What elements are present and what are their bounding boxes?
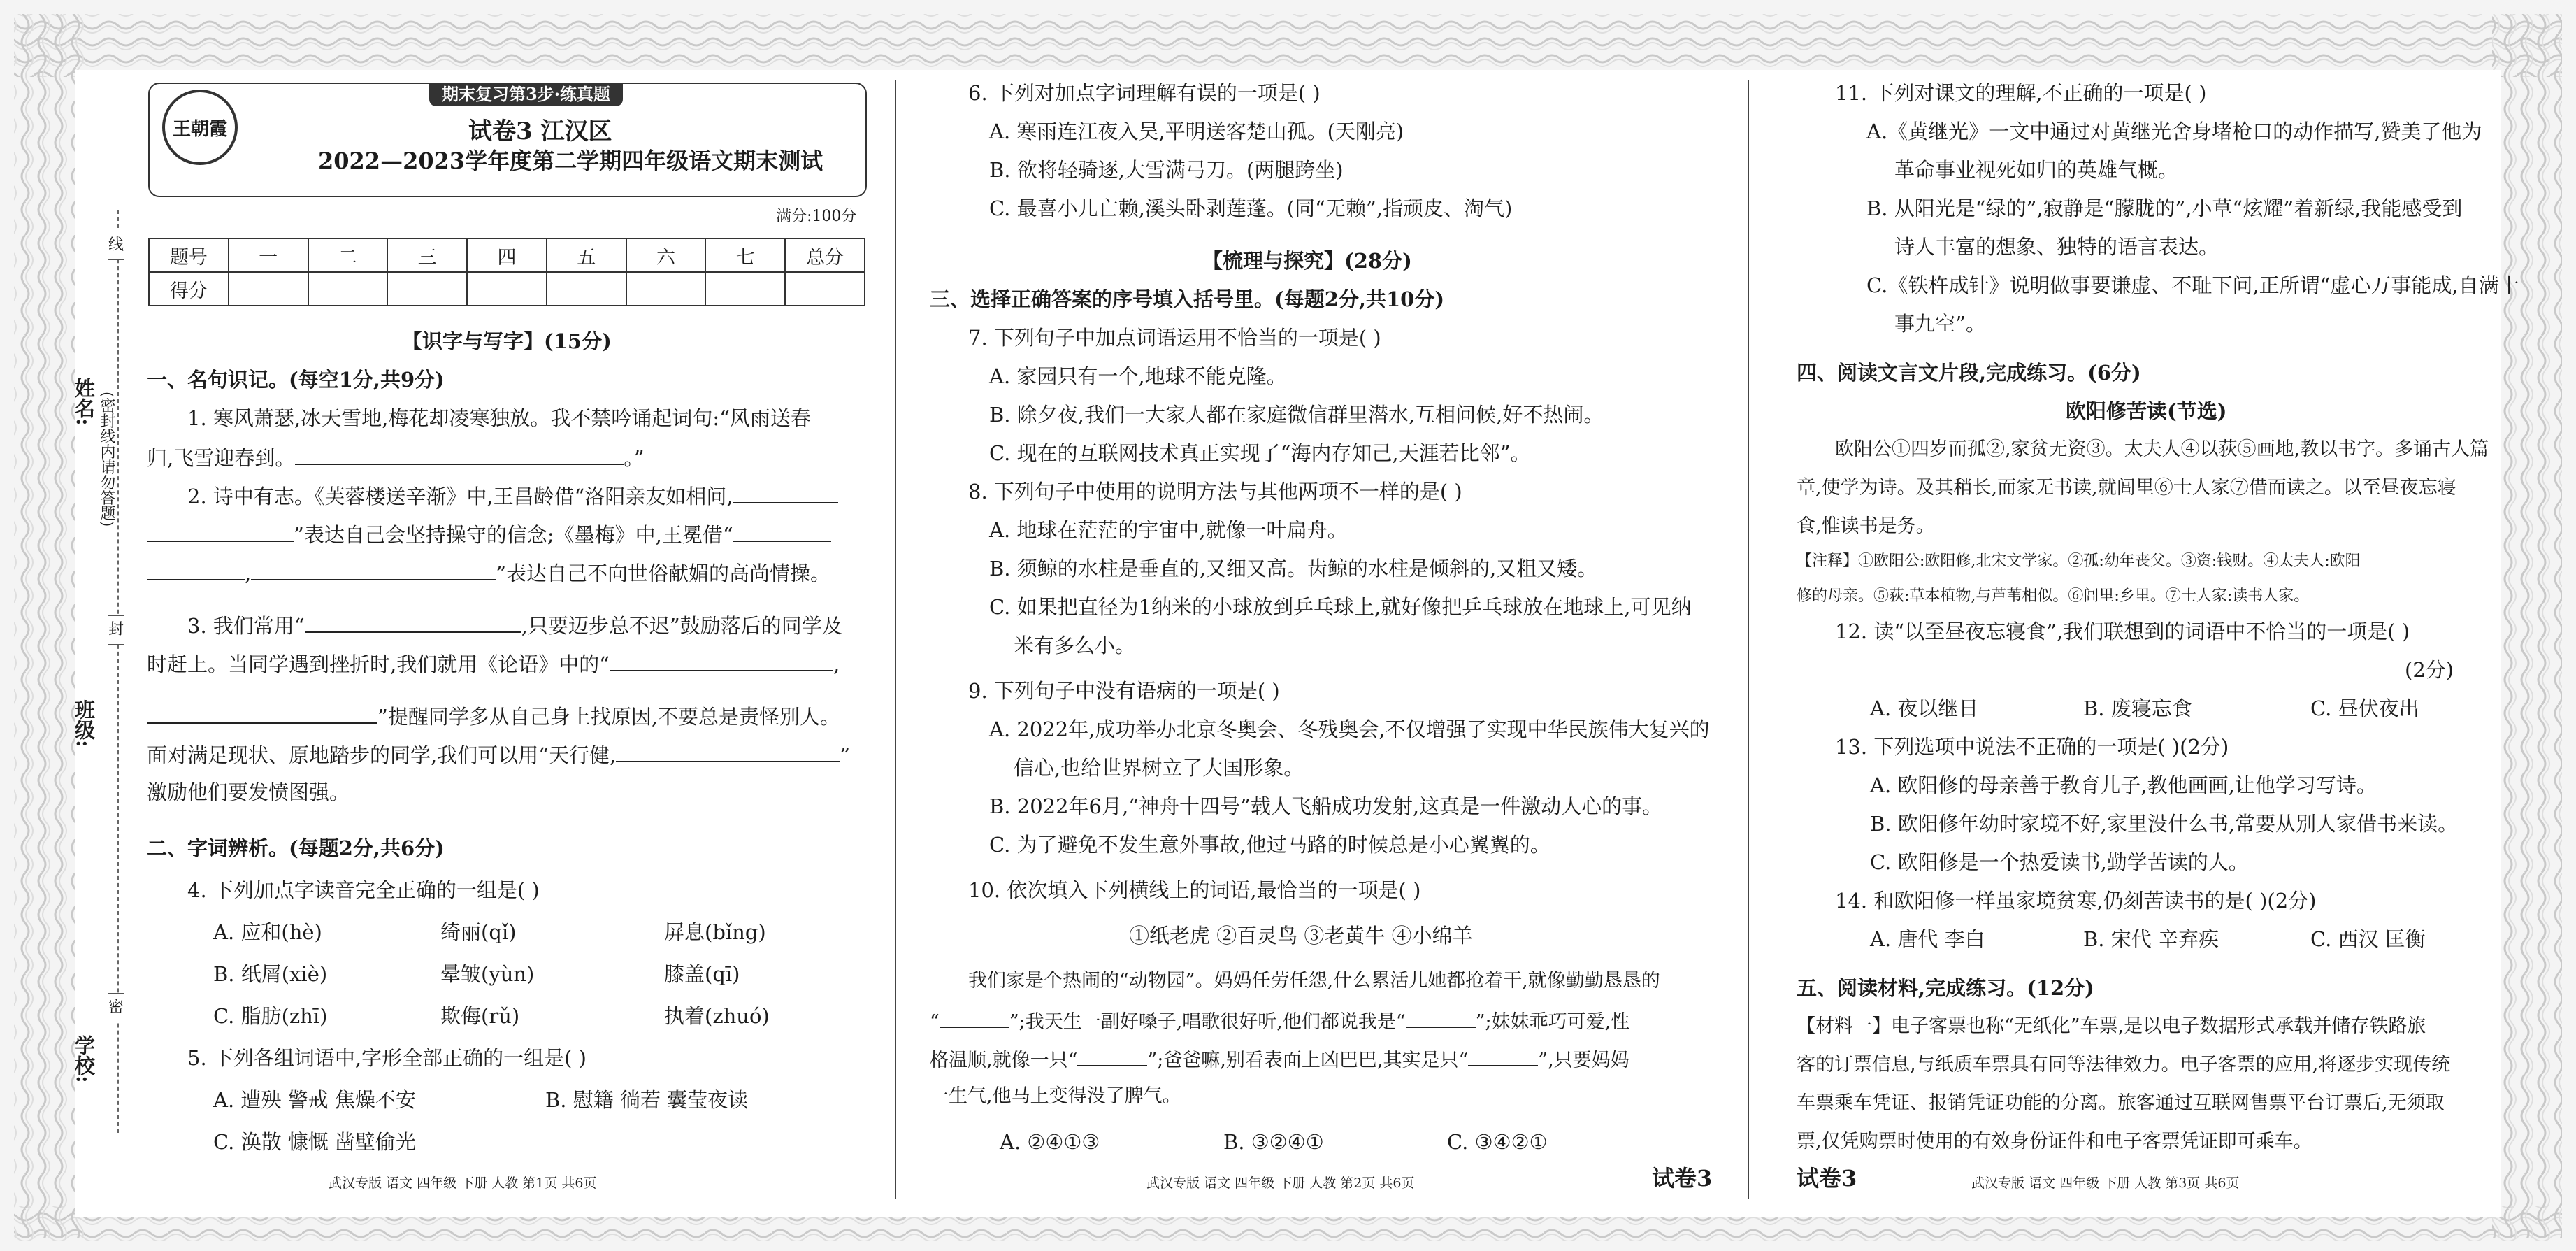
option[interactable]: B. 欲将轻骑逐,大雪满弓刀。(两腿跨坐): [989, 158, 1344, 182]
option-cont: 信心,也给世界树立了大国形象。: [1014, 756, 1304, 780]
score-note: (2分): [2405, 658, 2454, 682]
option: 膝盖(qī): [664, 962, 740, 986]
answer-blank[interactable]: [147, 701, 377, 724]
question-4: 4. 下列加点字读音完全正确的一组是( ): [187, 878, 540, 902]
option[interactable]: B. 2022年6月,“神舟十四号”载人飞船成功发射,这真是一件激动人心的事。: [989, 794, 1663, 818]
passage-line: 食,惟读书是务。: [1797, 515, 1935, 537]
answer-blank[interactable]: [295, 443, 624, 465]
score-cell: 三: [387, 238, 467, 272]
option-cont: 米有多么小。: [1014, 634, 1136, 657]
score-cell: 五: [547, 238, 626, 272]
option[interactable]: B. 除夕夜,我们一大家人都在家庭微信群里潜水,互相问候,好不热闹。: [989, 403, 1604, 427]
option[interactable]: C. 脂肪(zhī): [213, 1004, 328, 1028]
option[interactable]: C. 为了避免不发生意外事故,他过马路的时候总是小心翼翼的。: [989, 833, 1550, 857]
passage-line: “ ”;我天生一副好嗓子,唱歌很好听,他们都说我是“ ”;妹妹乖巧可爱,性: [930, 1006, 1629, 1036]
section-heading: 四、阅读文言文片段,完成练习。(6分): [1797, 361, 2141, 385]
option[interactable]: C. 西汉 匡衡: [2310, 927, 2426, 951]
class-label: 班级:: [72, 699, 96, 748]
paper-tag: 试卷3: [1652, 1165, 1713, 1192]
answer-blank[interactable]: [147, 520, 294, 542]
question-11: 11. 下列对课文的理解,不正确的一项是( ): [1835, 81, 2207, 105]
question-3: 3. 我们常用“ ,只要迈步总不迟”鼓励落后的同学及: [187, 610, 842, 640]
option[interactable]: A. 地球在茫茫的宇宙中,就像一叶扁舟。: [989, 518, 1348, 542]
score-input[interactable]: [308, 272, 388, 306]
page-2: [930, 0, 1734, 1251]
score-cell: 题号: [149, 238, 229, 272]
option: 屏息(bǐng): [664, 920, 766, 944]
option[interactable]: C. ③④②①: [1447, 1130, 1548, 1154]
passage-title: 欧阳修苦读(节选): [2066, 399, 2227, 423]
answer-blank[interactable]: [733, 481, 838, 503]
section-heading: 三、选择正确答案的序号填入括号里。(每题2分,共10分): [930, 287, 1445, 311]
passage-line: 一生气,他马上变得没了脾气。: [930, 1085, 1181, 1107]
score-cell: 七: [705, 238, 785, 272]
word-bank: ①纸老虎 ②百灵鸟 ③老黄牛 ④小绵羊: [1129, 924, 1473, 948]
option[interactable]: A. 家园只有一个,地球不能克隆。: [989, 364, 1287, 388]
paper-subtitle: 2022—2023学年度第二学期四年级语文期末测试: [318, 148, 823, 174]
question-10: 10. 依次填入下列横线上的词语,最恰当的一项是( ): [968, 878, 1421, 902]
section-heading: 二、字词辨析。(每题2分,共6分): [147, 836, 445, 860]
page-footer: 武汉专版 语文 四年级 下册 人教 第1页 共6页: [329, 1175, 597, 1191]
question-13: 13. 下列选项中说法不正确的一项是( )(2分): [1835, 735, 2229, 759]
option[interactable]: B. 欧阳修年幼时家境不好,家里没什么书,常要从别人家借书来读。: [1870, 812, 2459, 836]
score-cell: 二: [308, 238, 388, 272]
section-title: 【梳理与探究】(28分): [1202, 249, 1412, 273]
answer-blank[interactable]: [1077, 1044, 1147, 1066]
question-14: 14. 和欧阳修一样虽家境贫寒,仍刻苦读书的是( )(2分): [1835, 889, 2317, 913]
option[interactable]: A. 夜以继日: [1870, 696, 1979, 720]
option[interactable]: C.《铁杵成针》说明做事要谦虚、不耻下问,正所谓“虚心万事能成,自满十: [1866, 273, 2519, 297]
page-1: [147, 0, 867, 1251]
option[interactable]: A. 欧阳修的母亲善于教育儿子,教他画画,让他学习写诗。: [1870, 773, 2377, 797]
section-heading: 五、阅读材料,完成练习。(12分): [1797, 976, 2094, 1000]
section-heading: 一、名句识记。(每空1分,共9分): [147, 368, 445, 392]
material-line: 票,仅凭购票时使用的有效身份证件和电子客票凭证即可乘车。: [1797, 1131, 2312, 1152]
question-1-cont: 归,飞雪迎春到。 。”: [147, 443, 645, 472]
passage-line: 欧阳公①四岁而孤②,家贫无资③。太夫人④以荻⑤画地,教以书字。多诵古人篇: [1835, 438, 2489, 460]
score-cell: 一: [229, 238, 308, 272]
option[interactable]: B. 废寝忘食: [2083, 696, 2192, 720]
logo: [162, 90, 238, 165]
answer-blank[interactable]: [305, 610, 521, 633]
column-divider: [895, 80, 896, 1199]
score-input[interactable]: [705, 272, 785, 306]
question-3-cont: 激励他们要发愤图强。: [147, 780, 350, 804]
paper-title: 试卷3 江汉区: [468, 117, 612, 145]
question-3-cont: 面对满足现状、原地踏步的同学,我们可以用“天行健, ”: [147, 740, 850, 769]
page-footer: 武汉专版 语文 四年级 下册 人教 第3页 共6页: [1971, 1175, 2240, 1191]
option[interactable]: B. 从阳光是“绿的”,寂静是“朦胧的”,小草“炫耀”着新绿,我能感受到: [1866, 196, 2463, 220]
option: 执着(zhuó): [664, 1004, 770, 1028]
paper-tag: 试卷3: [1797, 1165, 1857, 1192]
option: 欺侮(rǔ): [440, 1004, 520, 1028]
option[interactable]: C. 现在的互联网技术真正实现了“海内存知己,天涯若比邻”。: [989, 441, 1531, 465]
question-8: 8. 下列句子中使用的说明方法与其他两项不一样的是( ): [968, 480, 1462, 503]
answer-blank[interactable]: [733, 520, 831, 542]
material-line: 客的订票信息,与纸质车票具有同等法律效力。电子客票的应用,将逐步实现传统: [1797, 1054, 2451, 1075]
option[interactable]: C. 欧阳修是一个热爱读书,勤学苦读的人。: [1870, 850, 2249, 874]
option[interactable]: B. 须鲸的水柱是垂直的,又细又高。齿鲸的水柱是倾斜的,又粗又矮。: [989, 557, 1598, 580]
annotation: 【注释】①欧阳公:欧阳修,北宋文学家。②孤:幼年丧父。③资:钱财。④太夫人:欧阳: [1797, 552, 2361, 570]
section-title: 【识字与写字】(15分): [402, 329, 612, 353]
binding-note: (密封线内请勿答题): [98, 392, 115, 527]
question-2: 2. 诗中有志。《芙蓉楼送辛渐》中,王昌龄借“洛阳亲友如相问,: [187, 481, 838, 510]
question-1: 1. 寒风萧瑟,冰天雪地,梅花却凌寒独放。我不禁吟诵起词句:“风雨送春: [187, 406, 811, 430]
answer-blank[interactable]: [940, 1006, 1009, 1028]
full-score: 满分:100分: [776, 208, 857, 225]
score-input[interactable]: [547, 272, 626, 306]
score-table: [148, 238, 865, 306]
answer-blank[interactable]: [1468, 1044, 1538, 1066]
binding-mark: 线: [108, 231, 124, 260]
question-3-cont: ”提醒同学多从自己身上找原因,不要总是责怪别人。: [147, 701, 840, 731]
option[interactable]: B. 慰籍 徜若 囊莹夜读: [545, 1088, 749, 1112]
passage-line: 章,使学为诗。及其稍长,而家无书读,就闾里⑥士人家⑦借而读之。以至昼夜忘寝: [1797, 477, 2456, 499]
banner: 期末复习第3步·练真题: [429, 83, 623, 106]
option[interactable]: C. 昼伏夜出: [2310, 696, 2419, 720]
score-cell: 得分: [149, 272, 229, 306]
option[interactable]: B. ③②④①: [1223, 1130, 1324, 1154]
column-divider: [1748, 80, 1749, 1199]
score-cell: 总分: [785, 238, 865, 272]
option[interactable]: B. 宋代 辛弃疾: [2083, 927, 2219, 951]
question-3-cont: 时赶上。当同学遇到挫折时,我们就用《论语》中的“ ,: [147, 649, 840, 678]
binding-mark: 密: [108, 993, 124, 1022]
option[interactable]: A. 应和(hè): [213, 920, 322, 944]
binding-mark: 封: [108, 615, 124, 645]
school-label: 学校:: [72, 1035, 96, 1083]
material-line: 【材料一】电子客票也称“无纸化”车票,是以电子数据形式承载并储存铁路旅: [1797, 1015, 2426, 1037]
answer-blank[interactable]: [616, 740, 840, 762]
option[interactable]: C. 最喜小儿亡赖,溪头卧剥莲蓬。(同“无赖”,指顽皮、淘气): [989, 196, 1513, 220]
page-3: [1797, 0, 2519, 1251]
question-9: 9. 下列句子中没有语病的一项是( ): [968, 679, 1280, 703]
question-7: 7. 下列句子中加点词语运用不恰当的一项是( ): [968, 326, 1381, 350]
score-input[interactable]: [387, 272, 467, 306]
option-cont: 事九空”。: [1894, 312, 1986, 336]
option[interactable]: A. 寒雨连江夜入吴,平明送客楚山孤。(天刚亮): [989, 120, 1404, 143]
score-cell: 六: [626, 238, 706, 272]
option[interactable]: C. 如果把直径为1纳米的小球放到乒乓球上,就好像把乒乓球放在地球上,可见纳: [989, 595, 1692, 619]
score-input[interactable]: [467, 272, 547, 306]
score-input[interactable]: [626, 272, 706, 306]
option[interactable]: A. ②④①③: [1000, 1130, 1100, 1154]
answer-blank[interactable]: [251, 558, 496, 580]
name-label: 姓名:: [72, 378, 96, 426]
score-table-row: [149, 272, 865, 306]
option[interactable]: A.《黄继光》一文中通过对黄继光舍身堵枪口的动作描写,赞美了他为: [1866, 120, 2482, 143]
passage-line: 我们家是个热闹的“动物园”。妈妈任劳任怨,什么累活儿她都抢着干,就像勤勤恳恳的: [968, 970, 1660, 992]
page-footer: 武汉专版 语文 四年级 下册 人教 第2页 共6页: [1146, 1175, 1415, 1191]
option[interactable]: A. 2022年,成功举办北京冬奥会、冬残奥会,不仅增强了实现中华民族伟大复兴的: [989, 717, 1710, 741]
answer-blank[interactable]: [610, 649, 833, 671]
option[interactable]: B. 纸屑(xiè): [213, 962, 328, 986]
option-cont: 革命事业视死如归的英雄气概。: [1894, 158, 2179, 182]
material-line: 车票乘车凭证、报销凭证功能的分离。旅客通过互联网售票平台订票后,无须取: [1797, 1092, 2445, 1114]
score-input[interactable]: [229, 272, 308, 306]
option[interactable]: A. 遭殃 警戒 焦燥不安: [213, 1088, 416, 1112]
question-6: 6. 下列对加点字词理解有误的一项是( ): [968, 81, 1321, 105]
passage-line: 格温顺,就像一只“ ”;爸爸嘛,别看表面上凶巴巴,其实是只“ ”,只要妈妈: [930, 1044, 1629, 1075]
question-5: 5. 下列各组词语中,字形全部正确的一组是( ): [187, 1046, 587, 1070]
logo-text: 王朝霞: [172, 118, 227, 140]
score-input[interactable]: [785, 272, 865, 306]
answer-blank[interactable]: [147, 558, 245, 580]
option: 绮丽(qǐ): [440, 920, 517, 944]
annotation: 修的母亲。⑤荻:草本植物,与芦苇相似。⑥闾里:乡里。⑦士人家:读书人家。: [1797, 587, 2310, 605]
question-12: 12. 读“以至昼夜忘寝食”,我们联想到的词语中不恰当的一项是( ): [1835, 620, 2410, 643]
option[interactable]: A. 唐代 李白: [1870, 927, 1985, 951]
option: 晕皱(yùn): [440, 962, 535, 986]
option-cont: 诗人丰富的想象、独特的语言表达。: [1894, 235, 2219, 259]
option[interactable]: C. 涣散 慷慨 凿壁偷光: [213, 1130, 417, 1154]
question-2-cont: , ”表达自己不向世俗献媚的高尚情操。: [147, 558, 830, 587]
answer-blank[interactable]: [1406, 1006, 1476, 1028]
score-cell: 四: [467, 238, 547, 272]
score-table-row: [149, 238, 865, 272]
question-2-cont: ”表达自己会坚持操守的信念;《墨梅》中,王冕借“: [147, 520, 831, 549]
